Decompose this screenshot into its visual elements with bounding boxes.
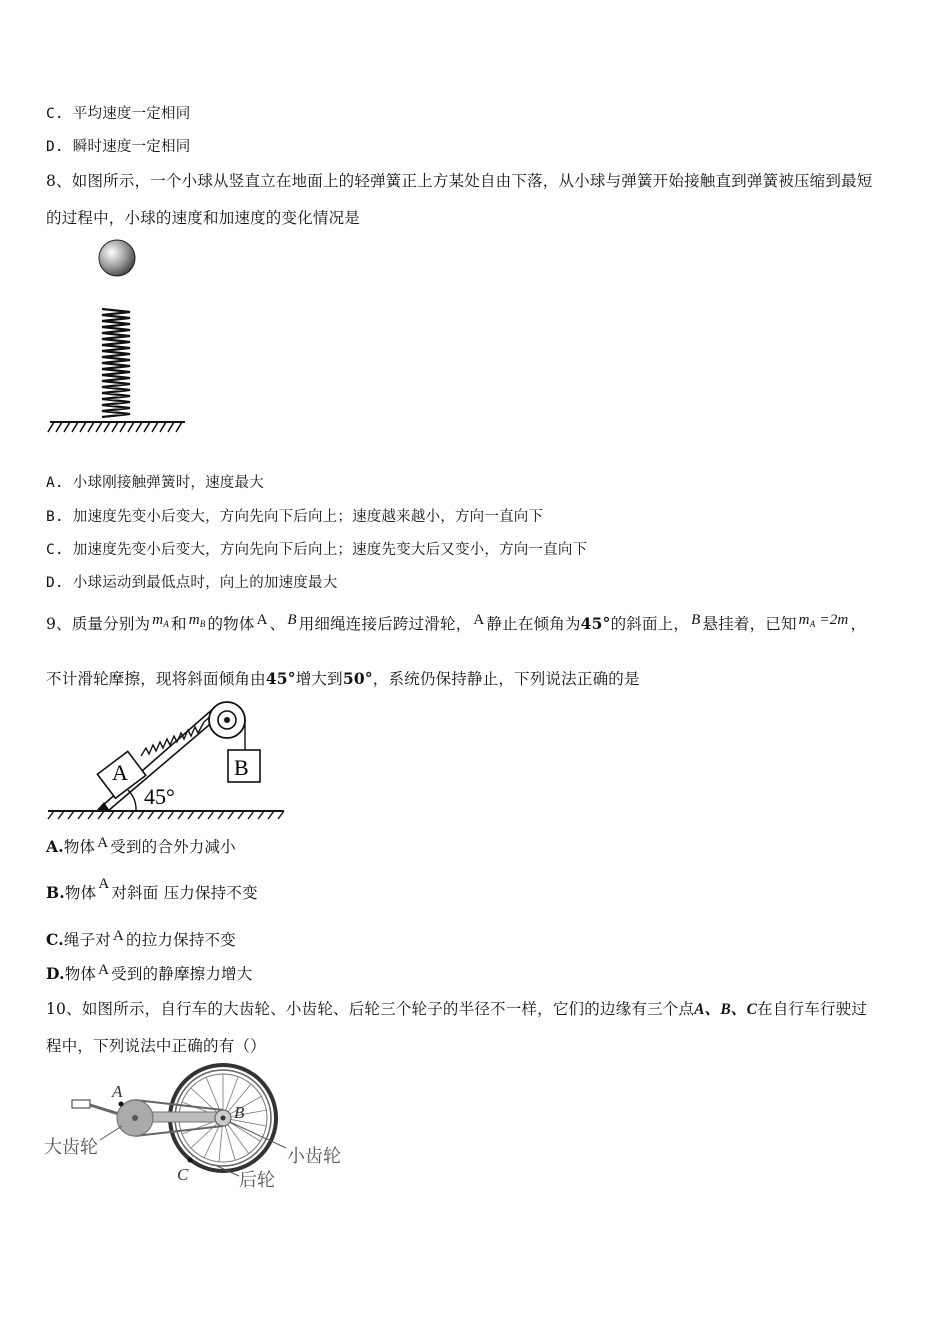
q8-stem-line1: 8、如图所示，一个小球从竖直立在地面上的轻弹簧正上方某处自由下落，从小球与弹簧开始接触直到弹簧被压缩到最短 [46, 172, 873, 190]
pulley-axle [224, 717, 230, 723]
point-a-dot [119, 1102, 124, 1107]
q9-option-b: B.物体 A 对斜面 压力保持不变 [46, 876, 258, 902]
spring [102, 309, 130, 417]
q10-stem-line2: 程中，下列说法中正确的有（） [46, 1037, 266, 1055]
q8-option-a: A. 小球刚接触弹簧时，速度最大 [46, 475, 264, 491]
q9-option-c: C.绳子对 A 的拉力保持不变 [46, 928, 236, 949]
block-b-label: B [234, 755, 249, 780]
q9-incline-pulley-figure [44, 698, 294, 828]
block-a-label: A [112, 760, 128, 785]
ball [99, 240, 135, 276]
q7-option-c: C. 平均速度一定相同 [46, 106, 191, 122]
point-c-dot [188, 1158, 193, 1163]
small-gear-hub [221, 1116, 226, 1121]
label-small-gear: 小齿轮 [287, 1146, 341, 1166]
ground-hatch [48, 422, 182, 432]
ground-hatch [48, 811, 284, 819]
point-c-label: C [177, 1165, 189, 1184]
spring [141, 722, 204, 756]
label-big-gear: 大齿轮 [44, 1137, 98, 1157]
q8-ball-spring-figure [40, 232, 200, 442]
q9-option-d: D.物体 A 受到的静摩擦力增大 [46, 962, 253, 983]
pedal [72, 1100, 90, 1108]
q8-option-d: D. 小球运动到最低点时，向上的加速度最大 [46, 575, 338, 591]
point-b-label: B [234, 1103, 245, 1122]
incline-angle-label: 45° [144, 784, 175, 809]
q10-bicycle-figure [40, 1062, 360, 1197]
q7-option-d: D. 瞬时速度一定相同 [46, 139, 191, 155]
q10-stem-line1: 10、如图所示，自行车的大齿轮、小齿轮、后轮三个轮子的半径不一样，它们的边缘有三个点A、B、C在自行车行驶过 [46, 1000, 868, 1018]
q8-stem-line2: 的过程中，小球的速度和加速度的变化情况是 [46, 209, 361, 227]
q9-option-a: A.物体 A 受到的合外力减小 [46, 835, 236, 856]
pivot [96, 802, 110, 811]
q8-option-b: B. 加速度先变小后变大，方向先向下后向上；速度越来越小，方向一直向下 [46, 509, 544, 525]
q9-stem-line2: 不计滑轮摩擦，现将斜面倾角由45°增大到50°，系统仍保持静止，下列说法正确的是 [46, 669, 640, 688]
leader-big-gear [100, 1126, 122, 1140]
q9-stem-line1: 9、质量分别为 $m_A$ 和 $m_B$ 的物体 A 、 B 用细绳连接后跨过滑轮， A 静止在倾角为45°的斜面上， B 悬挂着，已知 $m_A =2m$ ， [46, 612, 867, 633]
label-rear-wheel: 后轮 [239, 1170, 275, 1190]
q8-option-c: C. 加速度先变小后变大，方向先向下后向上；速度先变大后又变小，方向一直向下 [46, 542, 588, 558]
big-gear-hub [132, 1115, 138, 1121]
point-a-label: A [112, 1082, 123, 1101]
